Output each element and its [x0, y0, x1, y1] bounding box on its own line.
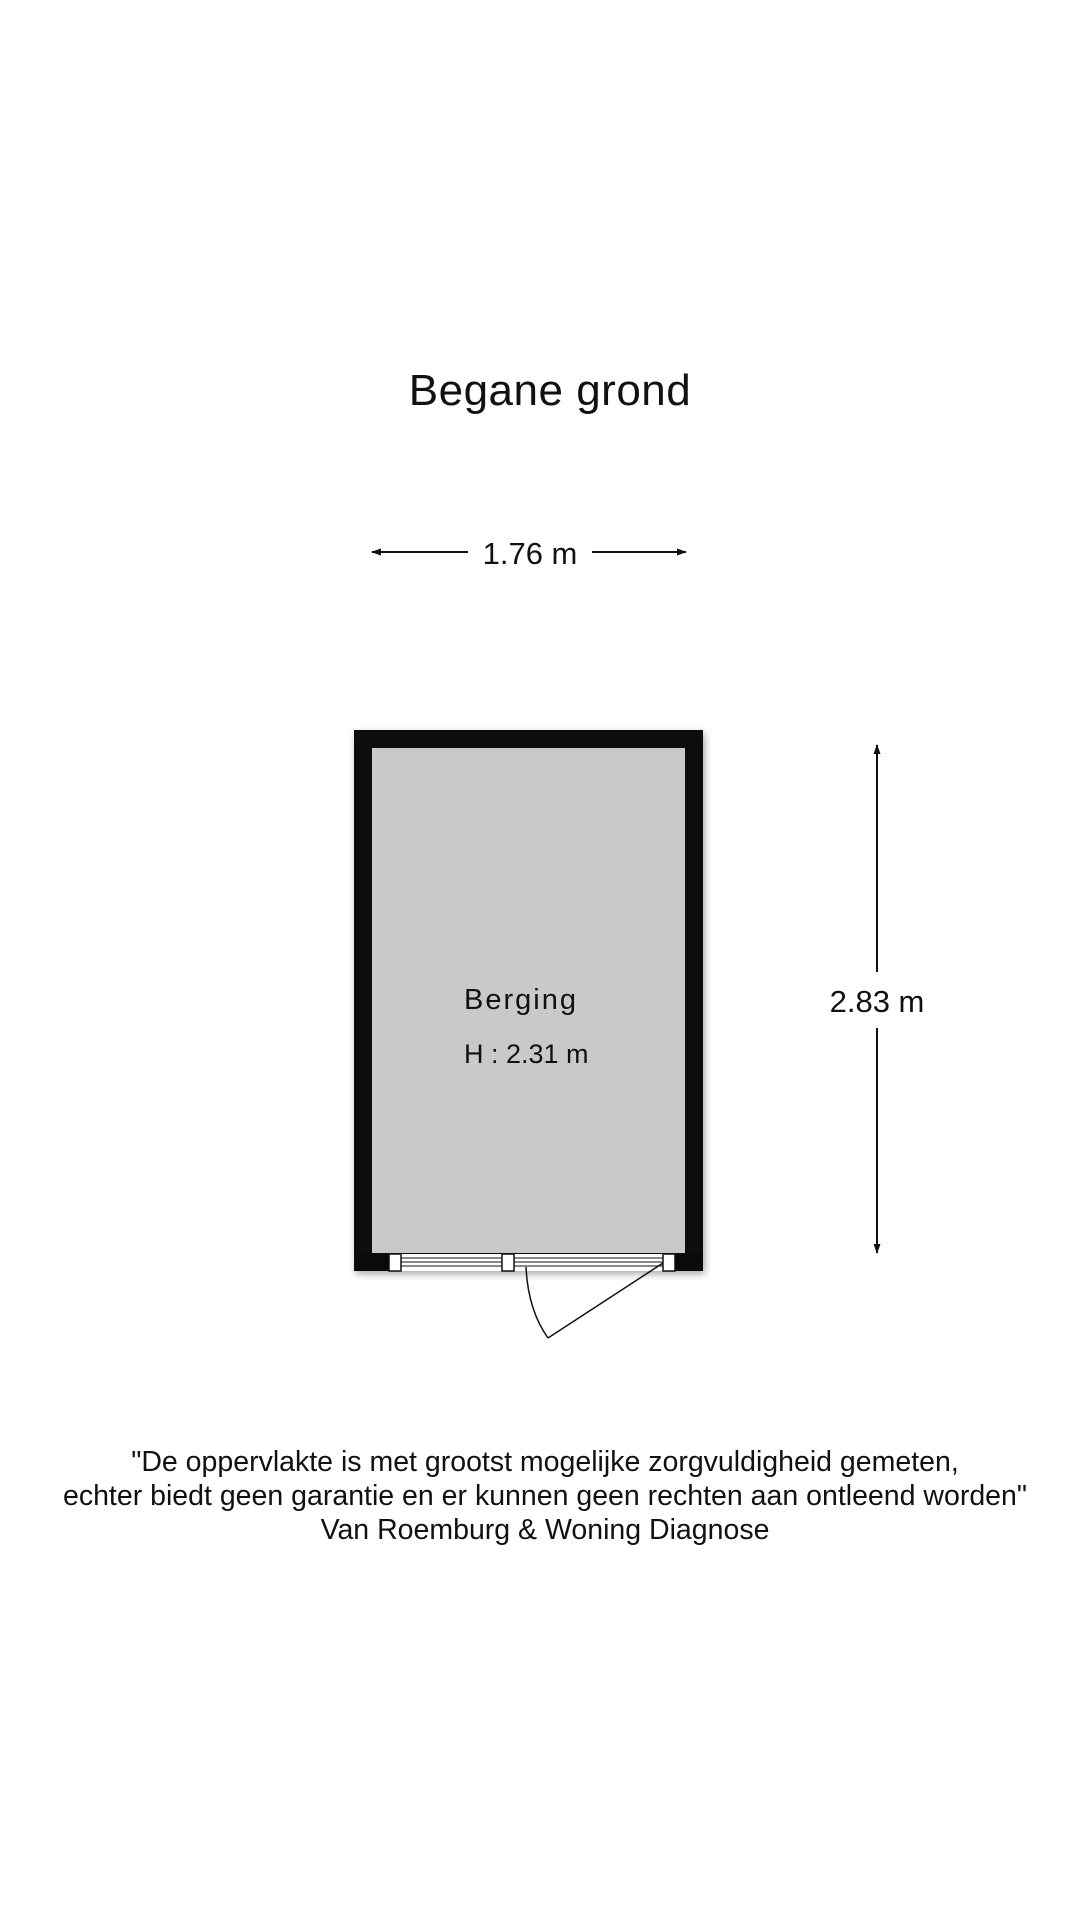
disclaimer-line-2: echter biedt geen garantie en er kunnen geen rechten aan ontleend worden"	[62, 1480, 1027, 1512]
door-opening	[354, 1254, 703, 1338]
disclaimer	[0, 1445, 1080, 1547]
door-frame-left	[389, 1254, 401, 1271]
depth-dimension	[830, 745, 925, 1253]
disclaimer-line-1: "De oppervlakte is met grootst mogelijke zorgvuldigheid gemeten,	[131, 1446, 959, 1478]
room-name: Berging	[464, 984, 578, 1016]
door-frame-middle	[502, 1254, 514, 1271]
door-swing-arc	[526, 1267, 548, 1338]
width-dimension	[372, 536, 686, 571]
door-frame-right	[663, 1254, 675, 1271]
depth-label: 2.83 m	[829, 984, 925, 1019]
room-height: H : 2.31 m	[464, 1039, 589, 1069]
width-label: 1.76 m	[482, 536, 578, 571]
disclaimer-line-3: Van Roemburg & Woning Diagnose	[320, 1514, 770, 1546]
door-leaf	[548, 1263, 663, 1338]
floor-title: Begane grond	[408, 366, 692, 415]
